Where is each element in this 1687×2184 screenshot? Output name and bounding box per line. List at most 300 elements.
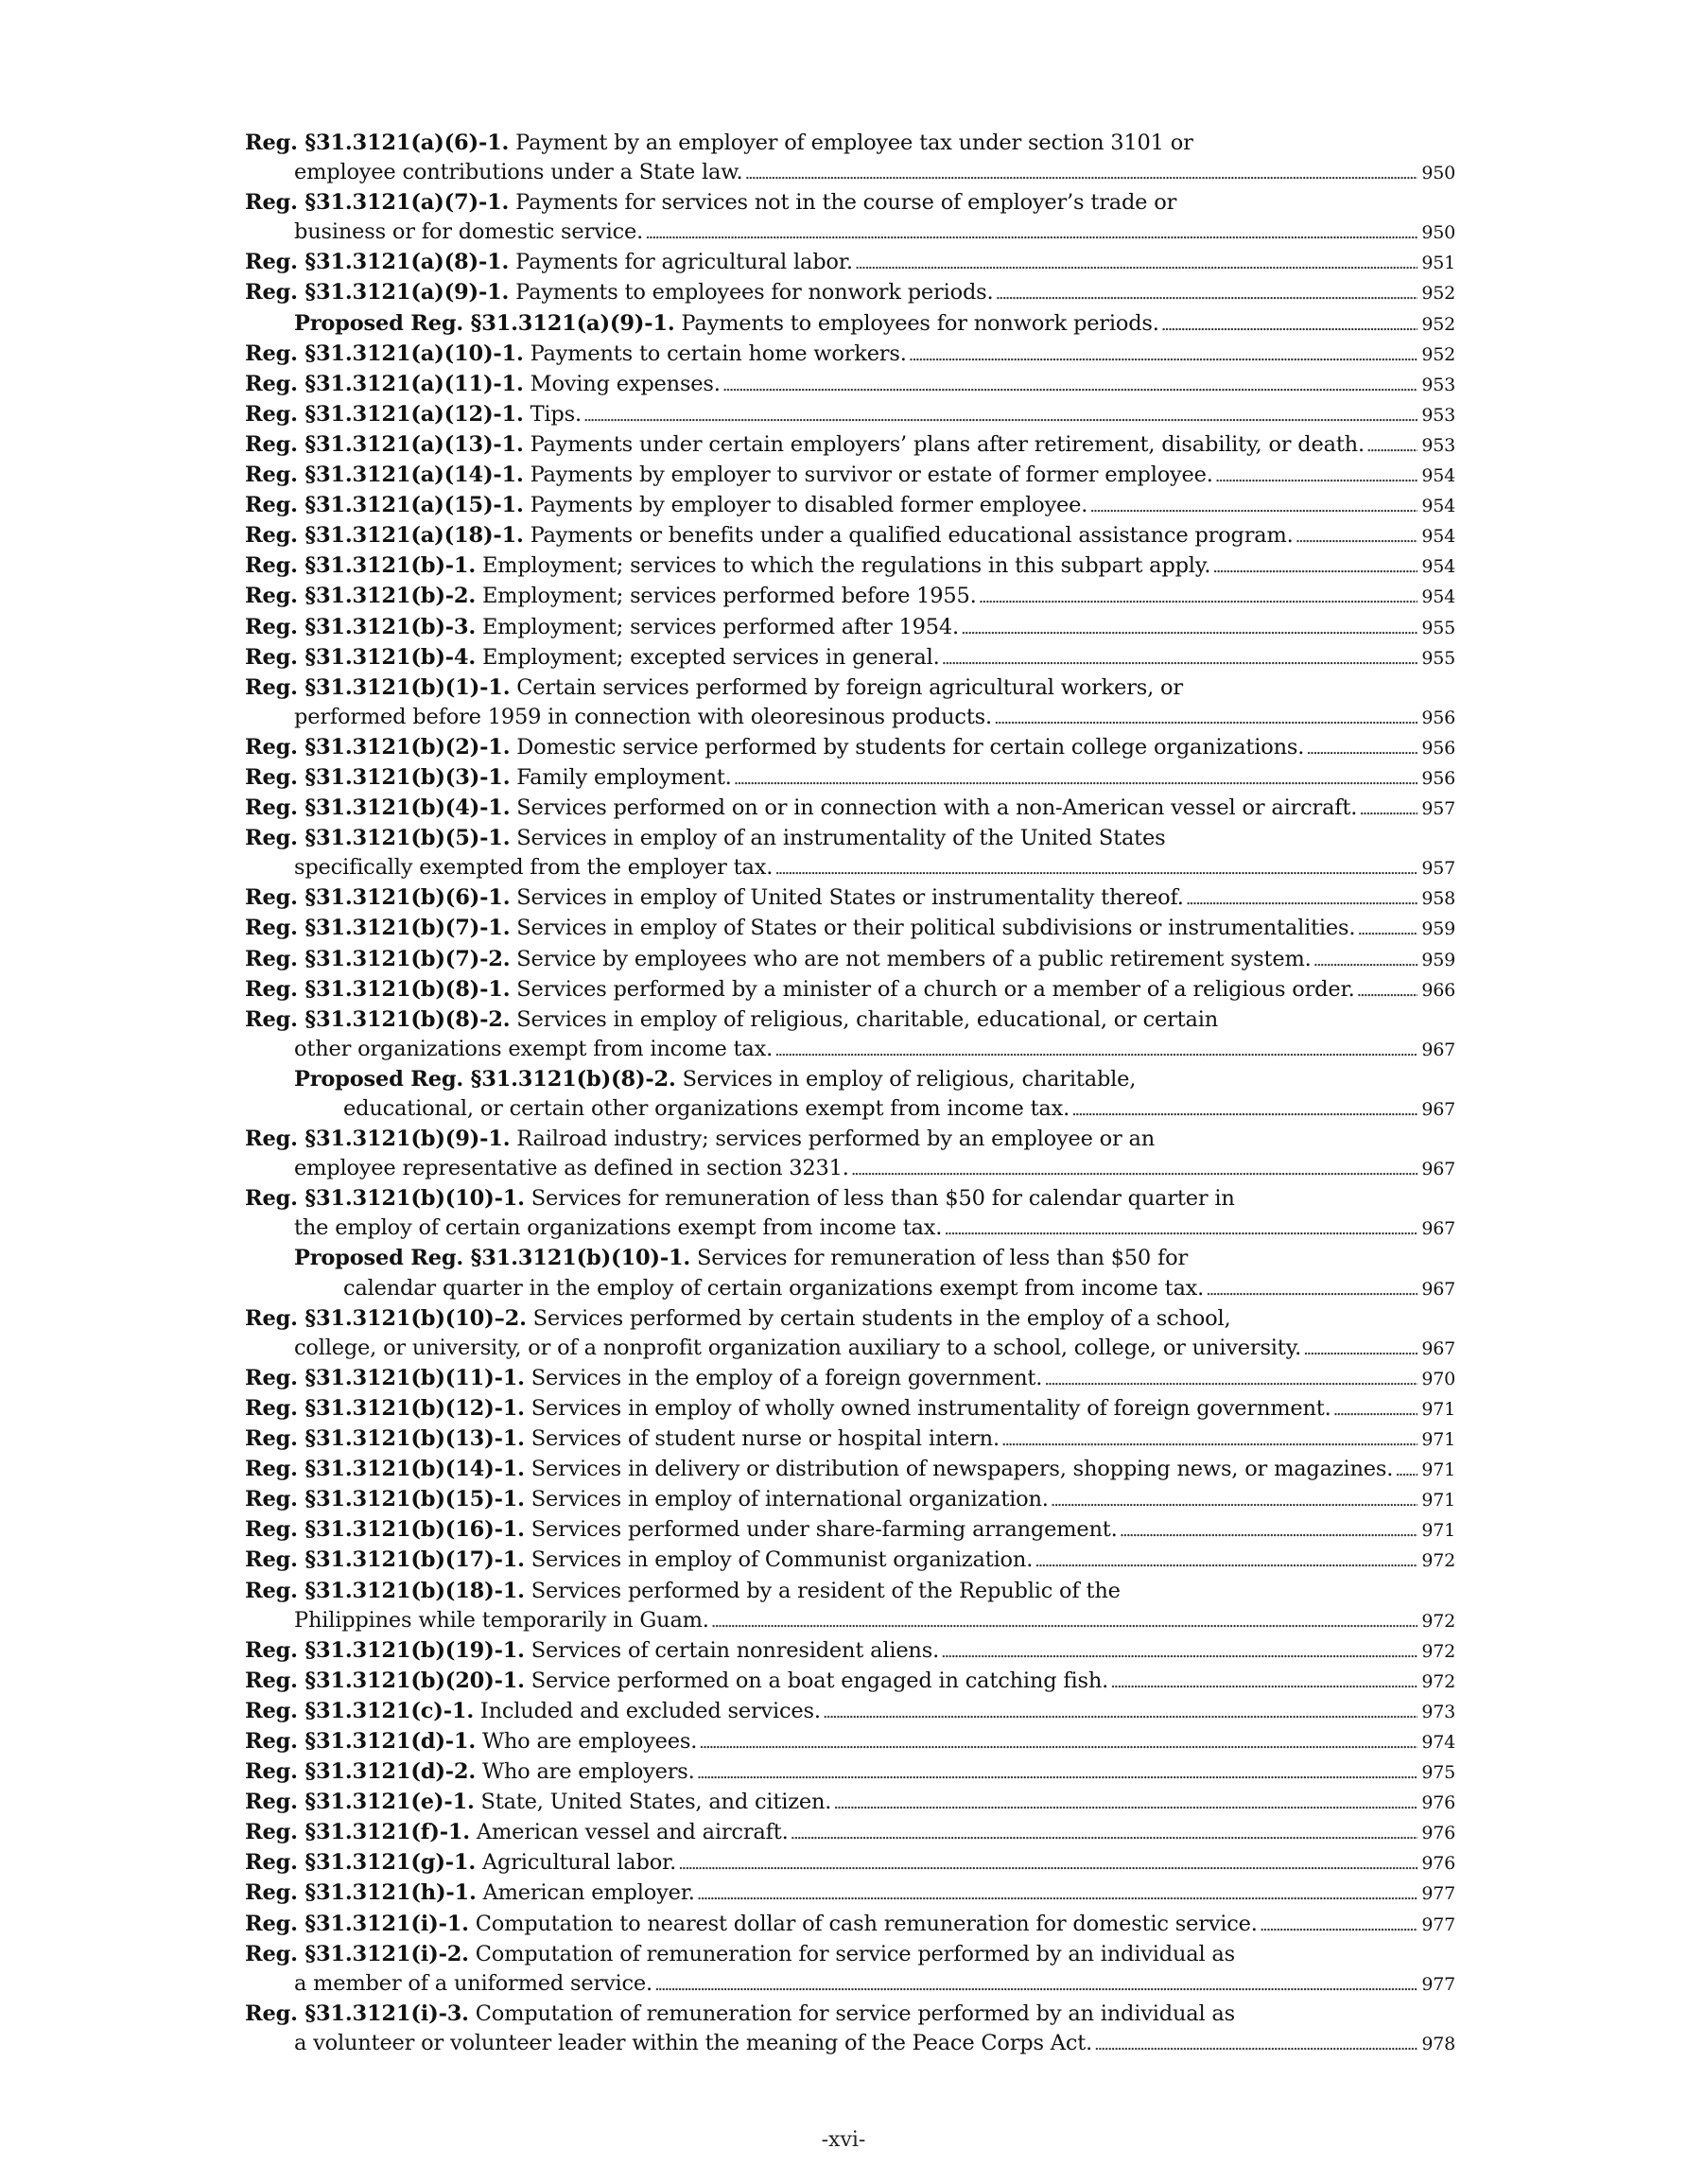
regulation-title: Services for remuneration of less than $50 for	[697, 1246, 1189, 1271]
regulation-title-continued: specifically exempted from the employer tax.	[294, 855, 774, 881]
dot-leader	[1071, 1094, 1417, 1125]
toc-entry-text	[245, 975, 1355, 1005]
toc-page-number: 959	[1421, 949, 1455, 970]
dot-leader	[1260, 1910, 1417, 1940]
toc-entry-line	[245, 491, 1455, 521]
regulation-title: Services in the employ of a foreign government.	[530, 1365, 1043, 1390]
regulation-title: Services performed on or in connection with a non-American vessel or aircraft.	[516, 795, 1358, 821]
dot-leader	[774, 1035, 1417, 1065]
regulation-citation: Reg. §31.3121(i)-1.	[245, 1911, 469, 1936]
regulation-title: Family employment.	[516, 764, 732, 790]
toc-entry-text	[245, 1424, 1000, 1454]
regulation-citation: Reg. §31.3121(a)(11)-1.	[245, 371, 524, 396]
toc-page-number: 956	[1421, 767, 1455, 789]
toc-entry-text	[245, 1184, 1235, 1214]
dot-leader	[1296, 521, 1417, 551]
toc-entry-text	[245, 763, 732, 793]
toc-entry	[245, 1546, 1455, 1576]
toc-page-number: 956	[1421, 737, 1455, 759]
regulation-title-continued: employee representative as defined in section 3231.	[294, 1156, 849, 1181]
toc-entry-text	[245, 1788, 831, 1817]
regulation-citation: Reg. §31.3121(c)-1.	[245, 1698, 474, 1723]
regulation-title: Employment; services performed before 1955.	[481, 584, 977, 609]
toc-page-number: 952	[1421, 343, 1455, 365]
toc-entry-line	[294, 1244, 1455, 1273]
toc-entry	[245, 1667, 1455, 1697]
toc-entry-line	[294, 309, 1455, 340]
regulation-title: Services in employ of international organization.	[530, 1487, 1049, 1512]
regulation-citation: Reg. §31.3121(a)(15)-1.	[245, 493, 524, 518]
regulation-citation: Reg. §31.3121(d)-2.	[245, 1759, 476, 1785]
regulation-title: Services in employ of religious, charitable,	[682, 1066, 1137, 1092]
toc-entry-line	[245, 582, 1455, 612]
dot-leader	[994, 703, 1417, 733]
toc-entry-line	[245, 1577, 1455, 1606]
toc-entry	[245, 1818, 1455, 1848]
toc-entry	[245, 2000, 1455, 2059]
regulation-citation: Reg. §31.3121(a)(7)-1.	[245, 190, 510, 216]
toc-entry-continuation	[294, 1274, 1455, 1304]
toc-page-number: 953	[1421, 404, 1455, 426]
toc-entry-text	[245, 1848, 676, 1878]
toc-page-number: 953	[1421, 374, 1455, 395]
toc-entry-line	[245, 945, 1455, 975]
regulation-title: Payments or benefits under a qualified educational assistance program.	[530, 523, 1294, 549]
regulation-title: Railroad industry; services performed by an employee or an	[516, 1127, 1156, 1152]
toc-entry-text	[294, 309, 1159, 339]
dot-leader	[1110, 1667, 1417, 1697]
dot-leader	[944, 1214, 1417, 1244]
toc-page-number: 955	[1421, 617, 1455, 638]
regulation-citation: Reg. §31.3121(b)(12)-1.	[245, 1395, 525, 1421]
toc-page-number: 971	[1421, 1429, 1455, 1451]
regulation-title-continued: employee contributions under a State law.	[294, 160, 743, 185]
toc-entry	[245, 733, 1455, 763]
toc-entry	[245, 883, 1455, 914]
regulation-title: Services in employ of United States or instrumentality thereof.	[516, 885, 1184, 911]
toc-entry	[245, 1125, 1455, 1184]
regulation-citation: Reg. §31.3121(b)(13)-1.	[245, 1426, 525, 1452]
toc-entry-line	[245, 1818, 1455, 1848]
regulation-title: Included and excluded services.	[479, 1698, 821, 1723]
regulation-title: Payment by an employer of employee tax under section 3101 or	[515, 131, 1193, 155]
dot-leader	[1357, 914, 1417, 944]
toc-entry	[245, 248, 1455, 278]
toc-entry	[245, 1304, 1455, 1364]
toc-entry-line	[245, 1940, 1455, 1969]
toc-entry-continuation	[245, 2029, 1455, 2059]
toc-entry-line	[245, 975, 1455, 1005]
toc-entry	[245, 1515, 1455, 1546]
dot-leader	[1161, 309, 1417, 340]
toc-entry-text	[245, 129, 1193, 158]
toc-entry-line	[245, 1788, 1455, 1818]
toc-entry-line	[245, 1485, 1455, 1515]
toc-entry-proposed	[245, 1065, 1455, 1125]
regulation-title: Payments to certain home workers.	[530, 341, 907, 366]
toc-entry	[245, 188, 1455, 248]
toc-entry-text	[245, 914, 1355, 943]
regulation-title: Services performed by a resident of the Republic of the	[530, 1578, 1121, 1603]
toc-entry	[245, 1364, 1455, 1394]
toc-page-number: 966	[1421, 979, 1455, 1001]
dot-leader	[851, 1154, 1417, 1184]
toc-page-number: 953	[1421, 434, 1455, 456]
regulation-title-continued: educational, or certain other organizations exempt from income tax.	[343, 1096, 1070, 1121]
regulation-title: Who are employees.	[481, 1728, 698, 1754]
regulation-citation: Reg. §31.3121(b)(7)-1.	[245, 916, 511, 941]
toc-entry-continuation	[245, 703, 1455, 733]
toc-entry-text	[245, 521, 1294, 550]
toc-page-number: 967	[1421, 1099, 1455, 1120]
regulation-title: Services of student nurse or hospital intern.	[530, 1426, 1000, 1452]
toc-entry-text	[245, 1878, 695, 1908]
regulation-citation: Reg. §31.3121(g)-1.	[245, 1850, 476, 1876]
toc-entry-text	[245, 1697, 821, 1726]
toc-page-number: 957	[1421, 858, 1455, 880]
dot-leader	[1357, 975, 1417, 1005]
regulation-citation: Reg. §31.3121(d)-1.	[245, 1728, 476, 1754]
regulation-citation: Reg. §31.3121(b)(10)-1.	[245, 1186, 525, 1212]
regulation-title: Employment; services performed after 1954.	[481, 614, 959, 639]
toc-entry-text	[245, 733, 1304, 762]
regulation-citation: Reg. §31.3121(a)(18)-1.	[245, 523, 524, 549]
regulation-citation: Reg. §31.3121(b)(14)-1.	[245, 1457, 525, 1482]
toc-entry-text	[245, 1940, 1235, 1969]
regulation-title: Computation to nearest dollar of cash remuneration for domestic service.	[475, 1911, 1258, 1936]
toc-page-number: 972	[1421, 1550, 1455, 1572]
toc-entry	[245, 1727, 1455, 1757]
regulation-title: Domestic service performed by students for certain college organizations.	[516, 734, 1305, 760]
toc-entry-text	[245, 1394, 1331, 1424]
dot-leader	[1089, 491, 1417, 521]
toc-entry-line	[245, 370, 1455, 400]
toc-entry	[245, 370, 1455, 400]
toc-entry-continuation	[294, 1094, 1455, 1125]
toc-entry	[245, 461, 1455, 491]
toc-entry-line	[245, 1304, 1455, 1334]
toc-entry-text	[245, 340, 907, 369]
toc-entry-line	[245, 1184, 1455, 1214]
toc-entry-text	[245, 1125, 1155, 1154]
toc-entry-continuation	[245, 1606, 1455, 1636]
dot-leader	[697, 1757, 1417, 1788]
regulation-title-continued: a volunteer or volunteer leader within the meaning of the Peace Corps Act.	[294, 2030, 1093, 2055]
regulation-citation: Reg. §31.3121(b)(7)-2.	[245, 946, 511, 971]
toc-page-number: 954	[1421, 526, 1455, 548]
toc-entry-line	[245, 673, 1455, 703]
dot-leader	[711, 1606, 1417, 1636]
toc-entry-line	[245, 1667, 1455, 1697]
toc-page-number: 957	[1421, 798, 1455, 820]
regulation-citation: Reg. §31.3121(b)(20)-1.	[245, 1668, 525, 1693]
dot-leader	[1051, 1485, 1417, 1515]
dot-leader	[941, 1636, 1417, 1667]
toc-entry-text	[245, 491, 1087, 520]
toc-entry	[245, 1184, 1455, 1244]
dot-leader	[833, 1788, 1417, 1818]
regulation-title: Services in employ of States or their political subdivisions or instrumentalities.	[516, 916, 1356, 941]
toc-entry	[245, 643, 1455, 673]
toc-page-number: 970	[1421, 1368, 1455, 1389]
toc-entry-line	[245, 824, 1455, 853]
dot-leader	[734, 763, 1417, 794]
toc-entry-text	[245, 1515, 1118, 1545]
toc-entry-text	[245, 824, 1165, 853]
toc-page-number: 950	[1421, 222, 1455, 244]
regulation-title: Services performed by certain students in the employ of a school,	[532, 1305, 1231, 1331]
dot-leader	[1359, 794, 1417, 824]
toc-entry	[245, 521, 1455, 551]
page-number-footer: -xvi-	[821, 2128, 866, 2152]
toc-entry	[245, 1577, 1455, 1636]
toc-entry	[245, 1848, 1455, 1878]
toc-entry	[245, 1788, 1455, 1818]
toc-page-number: 977	[1421, 1883, 1455, 1905]
regulation-title: Payments by employer to survivor or estate of former employee.	[530, 463, 1213, 488]
toc-page-number: 967	[1421, 1337, 1455, 1359]
toc-entry-line	[245, 461, 1455, 491]
regulation-title: Service performed on a boat engaged in catching fish.	[530, 1668, 1109, 1693]
dot-leader	[678, 1848, 1417, 1878]
toc-entry	[245, 763, 1455, 794]
toc-entry-line	[245, 643, 1455, 673]
dot-leader	[791, 1818, 1417, 1848]
dot-leader	[1333, 1394, 1417, 1424]
regulation-title: Services in employ of religious, charitable, educational, or certain	[516, 1006, 1218, 1032]
dot-leader	[1212, 551, 1417, 582]
regulation-citation: Reg. §31.3121(b)(2)-1.	[245, 734, 511, 760]
toc-entry-line	[245, 1455, 1455, 1485]
toc-page-number: 951	[1421, 253, 1455, 274]
dot-leader	[1313, 945, 1417, 975]
toc-page-number: 950	[1421, 163, 1455, 184]
toc-entry	[245, 1697, 1455, 1727]
regulation-citation: Reg. §31.3121(b)(4)-1.	[245, 795, 511, 821]
regulation-citation: Reg. §31.3121(a)(12)-1.	[245, 401, 524, 427]
toc-page-number: 976	[1421, 1853, 1455, 1875]
toc-entry-text	[245, 188, 1176, 218]
dot-leader	[1120, 1515, 1417, 1546]
toc-page-number: 954	[1421, 465, 1455, 487]
toc-entry-line	[245, 1848, 1455, 1878]
toc-entry-text	[245, 1727, 697, 1756]
regulation-citation: Reg. §31.3121(b)(15)-1.	[245, 1487, 525, 1512]
toc-entry-line	[294, 1065, 1455, 1094]
toc-entry-line	[245, 400, 1455, 430]
regulation-citation: Reg. §31.3121(b)(9)-1.	[245, 1127, 511, 1152]
regulation-citation: Reg. §31.3121(b)(1)-1.	[245, 674, 511, 700]
toc-entry-line	[245, 794, 1455, 824]
regulation-title: Moving expenses.	[530, 371, 721, 396]
regulation-title: Services in employ of an instrumentality of the United States	[516, 826, 1166, 851]
toc-entry	[245, 430, 1455, 461]
dot-leader	[1001, 1424, 1417, 1455]
dot-leader	[1395, 1455, 1417, 1485]
toc-entry-text	[294, 1065, 1136, 1094]
toc-entry-line	[245, 1727, 1455, 1757]
toc-entry	[245, 400, 1455, 430]
toc-entry-text	[245, 673, 1183, 703]
regulation-title-continued: a member of a uniformed service.	[294, 1970, 652, 1996]
toc-entry-continuation	[245, 1154, 1455, 1184]
toc-entry-text	[245, 1304, 1230, 1334]
toc-page-number: 958	[1421, 888, 1455, 910]
dot-leader	[699, 1727, 1417, 1757]
toc-entry-text	[245, 1364, 1042, 1393]
regulation-citation: Reg. §31.3121(a)(14)-1.	[245, 463, 524, 488]
regulation-citation: Reg. §31.3121(b)(3)-1.	[245, 764, 511, 790]
toc-entry-text	[245, 370, 721, 399]
regulation-title: Who are employers.	[481, 1759, 695, 1785]
regulation-title: State, United States, and citizen.	[480, 1790, 832, 1815]
toc-entry	[245, 278, 1455, 308]
toc-entry-text	[245, 248, 853, 277]
regulation-title: Computation of remuneration for service performed by an individual as	[475, 1941, 1235, 1966]
toc-entry-continuation	[245, 1035, 1455, 1065]
regulation-title: Services performed by a minister of a church or a member of a religious order.	[516, 976, 1355, 1002]
toc-entry-line	[245, 1005, 1455, 1035]
toc-entry	[245, 1455, 1455, 1485]
toc-entry-continuation	[245, 1969, 1455, 2000]
regulation-citation: Reg. §31.3121(b)(5)-1.	[245, 826, 511, 851]
regulation-title: Employment; services to which the regulations in this subpart apply.	[481, 553, 1211, 579]
toc-entry-line	[245, 1125, 1455, 1154]
regulation-citation: Proposed Reg. §31.3121(a)(9)-1.	[294, 310, 675, 336]
regulation-title-continued: performed before 1959 in connection with oleoresinous products.	[294, 704, 992, 729]
toc-entry	[245, 1005, 1455, 1065]
regulation-title-continued: Philippines while temporarily in Guam.	[294, 1607, 709, 1633]
regulation-citation: Reg. §31.3121(b)-1.	[245, 553, 476, 579]
toc-entry-text	[245, 551, 1210, 581]
toc-entry-text	[245, 1757, 695, 1787]
toc-entry-text	[245, 1636, 939, 1666]
toc-entry	[245, 1757, 1455, 1788]
regulation-citation: Reg. §31.3121(b)(16)-1.	[245, 1517, 525, 1543]
dot-leader	[1215, 461, 1417, 491]
toc-entry-line	[245, 2000, 1455, 2029]
dot-leader	[697, 1878, 1417, 1909]
regulation-citation: Reg. §31.3121(e)-1.	[245, 1790, 475, 1815]
toc-entry-line	[245, 1394, 1455, 1424]
dot-leader	[942, 643, 1417, 673]
regulation-citation: Reg. §31.3121(a)(13)-1.	[245, 431, 524, 457]
toc-entry-continuation	[245, 158, 1455, 188]
toc-page-number: 972	[1421, 1610, 1455, 1632]
regulation-citation: Reg. §31.3121(b)-2.	[245, 584, 476, 609]
toc-entry	[245, 582, 1455, 612]
toc-page-number: 978	[1421, 2033, 1455, 2054]
toc-page-number: 976	[1421, 1792, 1455, 1814]
regulation-title: Services in employ of wholly owned instrumentality of foreign government.	[530, 1395, 1331, 1421]
dot-leader	[1206, 1274, 1417, 1304]
regulation-citation: Reg. §31.3121(a)(8)-1.	[245, 250, 510, 275]
toc-entry-line	[245, 1636, 1455, 1667]
regulation-title: American employer.	[482, 1880, 695, 1906]
regulation-title: Payments for services not in the course of employer’s trade or	[515, 190, 1177, 216]
toc-entry-line	[245, 1364, 1455, 1394]
regulation-title: Payments to employees for nonwork periods.	[681, 310, 1159, 336]
regulation-citation: Reg. §31.3121(b)(18)-1.	[245, 1578, 525, 1603]
toc-entry-text	[245, 794, 1357, 823]
dot-leader	[979, 582, 1417, 612]
regulation-citation: Reg. §31.3121(a)(6)-1.	[245, 131, 510, 155]
toc-page-number: 954	[1421, 496, 1455, 517]
regulation-citation: Reg. §31.3121(b)(17)-1.	[245, 1547, 525, 1573]
toc-page-number: 977	[1421, 1913, 1455, 1935]
regulation-citation: Proposed Reg. §31.3121(b)(8)-2.	[294, 1066, 676, 1092]
table-of-contents	[245, 129, 1455, 2059]
dot-leader	[1094, 2029, 1417, 2059]
toc-entry-line	[245, 340, 1455, 370]
toc-entry-text	[245, 883, 1184, 913]
toc-page-number: 971	[1421, 1459, 1455, 1481]
regulation-citation: Reg. §31.3121(b)(10)–2.	[245, 1305, 527, 1331]
regulation-title-continued: the employ of certain organizations exempt from income tax.	[294, 1215, 943, 1241]
regulation-title: Agricultural labor.	[481, 1850, 677, 1876]
toc-entry	[245, 945, 1455, 975]
toc-entry-line	[245, 129, 1455, 158]
toc-entry-line	[245, 1515, 1455, 1546]
toc-page-number: 972	[1421, 1640, 1455, 1662]
toc-page-number: 954	[1421, 556, 1455, 578]
toc-entry-text	[245, 582, 977, 611]
toc-entry	[245, 340, 1455, 370]
regulation-title-continued: other organizations exempt from income tax.	[294, 1036, 774, 1061]
dot-leader	[855, 248, 1417, 278]
toc-entry-text	[245, 400, 582, 429]
toc-page-number: 955	[1421, 647, 1455, 669]
dot-leader	[1366, 430, 1417, 461]
regulation-title: Services in delivery or distribution of newspapers, shopping news, or magazines.	[530, 1457, 1394, 1482]
toc-entry	[245, 1394, 1455, 1424]
toc-entry-line	[245, 521, 1455, 551]
toc-entry-text	[245, 1818, 789, 1847]
regulation-citation: Reg. §31.3121(b)(8)-2.	[245, 1006, 511, 1032]
regulation-citation: Reg. §31.3121(f)-1.	[245, 1820, 470, 1845]
dot-leader	[645, 218, 1417, 248]
toc-entry-line	[245, 914, 1455, 944]
toc-entry-text	[245, 461, 1213, 490]
dot-leader	[823, 1697, 1417, 1727]
toc-entry-line	[245, 883, 1455, 914]
regulation-citation: Reg. §31.3121(i)-3.	[245, 2001, 469, 2026]
toc-page-number: 971	[1421, 1490, 1455, 1511]
toc-entry-text	[245, 1455, 1393, 1484]
toc-page-number: 967	[1421, 1218, 1455, 1240]
toc-entry-text	[245, 1910, 1258, 1939]
toc-entry-proposed	[245, 1244, 1455, 1303]
dot-leader	[654, 1969, 1417, 2000]
toc-page-number: 976	[1421, 1823, 1455, 1844]
toc-entry-continuation	[245, 853, 1455, 883]
regulation-citation: Reg. §31.3121(b)(8)-1.	[245, 976, 511, 1002]
toc-entry-text	[245, 430, 1365, 460]
toc-entry	[245, 1910, 1455, 1940]
toc-entry-line	[245, 1424, 1455, 1455]
toc-entry	[245, 613, 1455, 643]
toc-entry-line	[245, 763, 1455, 794]
toc-entry	[245, 914, 1455, 944]
regulation-title-continued: calendar quarter in the employ of certain organizations exempt from income tax.	[343, 1275, 1205, 1301]
toc-entry-text	[294, 1244, 1188, 1273]
toc-entry-line	[245, 248, 1455, 278]
dot-leader	[583, 400, 1417, 430]
toc-entry-text	[245, 643, 940, 673]
regulation-citation: Proposed Reg. §31.3121(b)(10)-1.	[294, 1246, 691, 1271]
dot-leader	[1306, 733, 1417, 763]
toc-entry-text	[245, 1005, 1218, 1035]
